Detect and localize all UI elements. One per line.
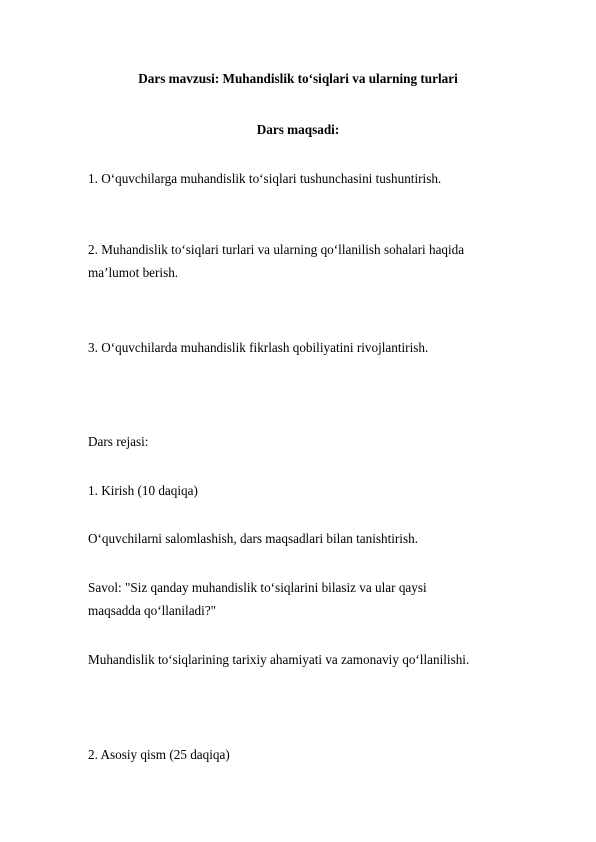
plan-item-1-text-2: Muhandislik to‘siqlarining tarixiy ahamiyati va zamonaviy qo‘llanilishi.	[88, 652, 470, 667]
goal-item-2-line-1: 2. Muhandislik to‘siqlari turlari va ularning qo‘llanilish sohalari haqida	[88, 242, 465, 257]
plan-item-1-question-line-2: maqsadda qo‘llaniladi?"	[88, 603, 217, 618]
plan-item-1-question-line-1: Savol: "Siz qanday muhandislik to‘siqlarini bilasiz va ular qaysi	[88, 580, 427, 595]
goal-item-1: 1. O‘quvchilarga muhandislik to‘siqlari tushunchasini tushuntirish.	[88, 171, 442, 186]
plan-item-1-text-1: O‘quvchilarni salomlashish, dars maqsadlari bilan tanishtirish.	[88, 531, 418, 546]
document-title: Dars mavzusi: Muhandislik to‘siqlari va ularning turlari	[138, 71, 458, 86]
plan-item-2-title: 2. Asosiy qism (25 daqiqa)	[88, 747, 230, 762]
goal-item-3: 3. O‘quvchilarda muhandislik fikrlash qobiliyatini rivojlantirish.	[88, 340, 429, 355]
goals-heading: Dars maqsadi:	[256, 122, 340, 137]
plan-heading: Dars rejasi:	[88, 434, 149, 449]
goal-item-2-line-2: ma’lumot berish.	[88, 265, 179, 280]
plan-item-1-title: 1. Kirish (10 daqiqa)	[88, 483, 198, 498]
